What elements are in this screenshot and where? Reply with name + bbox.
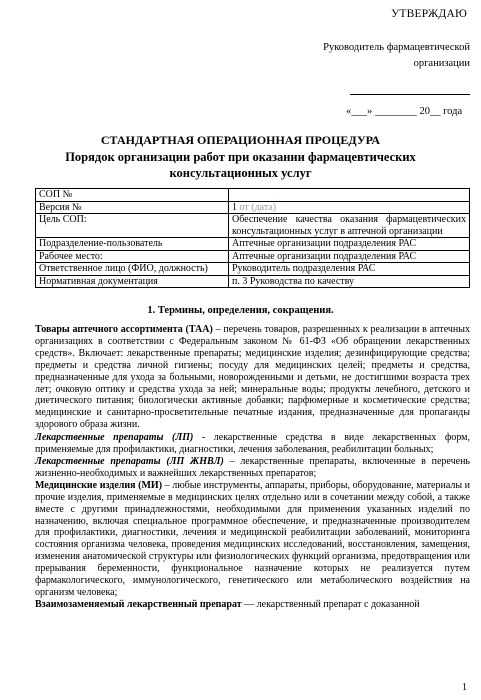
- term-paragraph: [35, 456, 470, 480]
- term-definition: — лекарственный препарат с доказанной: [241, 598, 420, 610]
- approver-role-line2: организации: [413, 58, 470, 69]
- table-cell-value: [229, 189, 470, 202]
- table-row: [36, 238, 470, 251]
- term-paragraph: [35, 480, 470, 599]
- table-cell-label: Нормативная документация: [36, 275, 229, 288]
- term-definition: – лекарственные препараты, включенные в перечень жизненно-необходимых и важнейших лекарственных препаратов;: [35, 455, 470, 479]
- table-cell-label: Цель СОП:: [36, 214, 229, 238]
- terms-body: [35, 324, 470, 611]
- approval-stamp-title: УТВЕРЖДАЮ: [391, 8, 467, 20]
- document-type-heading: СТАНДАРТНАЯ ОПЕРАЦИОННАЯ ПРОЦЕДУРА: [100, 133, 381, 147]
- table-cell-value: Руководитель подразделения РАС: [229, 263, 470, 276]
- table-cell-value: Аптечные организации подразделения РАС: [229, 238, 470, 251]
- page-number: 1: [462, 682, 467, 693]
- version-date-placeholder: от (дата): [239, 201, 277, 213]
- sop-info-table: [35, 188, 470, 288]
- table-cell-label: Подразделение-пользователь: [36, 238, 229, 251]
- approval-date-line: «___» ________ 20__ года: [346, 106, 463, 117]
- version-number: 1: [232, 201, 237, 213]
- term-definition: - лекарственные средства в виде лекарственных форм, применяемые для профилактики, диагностики, лечения заболевания, реабилитации больных;: [35, 432, 470, 456]
- term-paragraph: [35, 432, 470, 456]
- signature-line: [350, 94, 470, 95]
- table-cell-label: Версия №: [36, 201, 229, 214]
- term-definition: – любые инструменты, аппараты, приборы, оборудование, материалы и прочие изделия, применяемые в медицинских целях отдельно или в сочетании между собой, а также вместе с другими принадлежностями, необходимыми для применения указанных изделий по назначению, включая специальное программное обеспечение, и предназначенные производителем для профилактики, диагностики, лечения и медицинской реабилитации заболеваний, мониторинга состояния организма человека, проведения медицинских исследований, восстановления, замещения, изменения анатомической структуры или физиологических функций организма, предотвращения или прерывания беременности, функциональное назначение которых не реализуется путем фармакологического, иммунологического, генетического или метаболического воздействия на организм человека;: [35, 479, 471, 598]
- approver-role-line1: Руководитель фармацевтической: [323, 42, 470, 53]
- section-title: 1. Термины, определения, сокращения.: [147, 305, 334, 316]
- term-name: Товары аптечного ассортимента (ТАА): [35, 324, 213, 335]
- table-cell-value: Обеспечение качества оказания фармацевтических консультационных услуг в аптечной организации: [229, 214, 470, 238]
- term-name: Медицинские изделия (МИ): [35, 479, 163, 491]
- approver-role: [300, 40, 470, 72]
- table-row: [36, 250, 470, 263]
- table-cell-value: [229, 201, 470, 214]
- document-title: [0, 149, 481, 181]
- term-paragraph: [35, 599, 470, 611]
- table-cell-label: Ответственное лицо (ФИО, должность): [36, 263, 229, 276]
- document-title-text: Порядок организации работ при оказании фармацевтических консультационных услуг: [65, 150, 416, 180]
- table-row: [36, 214, 470, 238]
- term-name: Лекарственные препараты (ЛП): [35, 432, 194, 444]
- table-row: [36, 189, 470, 202]
- table-row: [36, 201, 470, 214]
- term-paragraph: [35, 324, 470, 431]
- table-cell-label: Рабочее место:: [36, 250, 229, 263]
- table-cell-value: Аптечные организации подразделения РАС: [229, 250, 470, 263]
- term-name: Лекарственные препараты (ЛП ЖНВЛ): [35, 455, 224, 467]
- term-name: Взаимозаменяемый лекарственный препарат: [35, 598, 242, 610]
- table-row: [36, 275, 470, 288]
- table-cell-label: СОП №: [36, 189, 229, 202]
- table-row: [36, 263, 470, 276]
- term-definition: – перечень товаров, разрешенных к реализации в аптечных организациях в соответствии с Федеральным законом № 61-ФЗ «Об обращении лекарственных средств». Включает: лекарственные препараты; медицинские изделия; дезинфицирующие средства; предметы и средства личной гигиены; посуду для медицинских целей; предметы и средства, предназначенные для ухода за больными, новорожденными и детьми, не достигшими возраста трех лет; очковую оптику и средства ухода за ней; минеральные воды; продукты лечебного, детского и диетического питания; биологически активные добавки; парфюмерные и косметические средства; медицинские и санитарно-просветительные печатные издания, предназначенные для пропаганды здорового образа жизни.: [35, 324, 470, 431]
- table-cell-value: п. 3 Руководства по качеству: [229, 275, 470, 288]
